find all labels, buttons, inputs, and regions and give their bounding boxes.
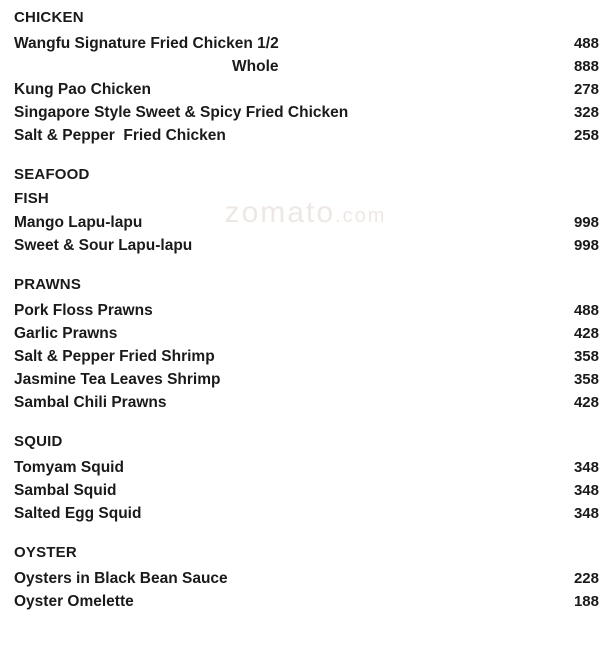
menu-item-price: 428 — [573, 394, 599, 411]
menu-item-name: Salt & Pepper Fried Chicken — [14, 127, 226, 144]
section-spacer — [14, 147, 601, 165]
menu-item-row — [14, 391, 601, 414]
menu-item-row — [14, 55, 601, 78]
menu-item-name: Sambal Squid — [14, 482, 117, 499]
menu-item-name: Salt & Pepper Fried Shrimp — [14, 348, 215, 365]
menu-item-row — [14, 322, 601, 345]
menu-item-name: Sweet & Sour Lapu-lapu — [14, 237, 193, 254]
watermark-text: zomato — [224, 196, 336, 229]
menu-item-row — [14, 590, 601, 613]
menu-item-name: Pork Floss Prawns — [14, 302, 153, 319]
menu-item-row — [14, 567, 601, 590]
menu-item-name: Oysters in Black Bean Sauce — [14, 570, 228, 587]
menu-item-row — [14, 368, 601, 391]
menu-sections — [14, 8, 601, 613]
menu-item-price: 488 — [573, 35, 599, 52]
menu-item-price: 428 — [573, 325, 599, 342]
menu-item-name: Kung Pao Chicken — [14, 81, 151, 98]
section-subheading: FISH — [14, 190, 49, 207]
section-heading: OYSTER — [14, 544, 77, 561]
menu-item-price: 188 — [573, 593, 599, 610]
section-spacer — [14, 525, 601, 543]
section-spacer — [14, 257, 601, 275]
menu-item-price: 348 — [573, 459, 599, 476]
menu-item-row — [14, 299, 601, 322]
menu-item-price: 358 — [573, 371, 599, 388]
section-spacer — [14, 414, 601, 432]
menu-item-name: Garlic Prawns — [14, 325, 118, 342]
menu-item-row — [14, 78, 601, 101]
menu-item-row — [14, 124, 601, 147]
section-heading: SEAFOOD — [14, 166, 90, 183]
menu-item-price: 358 — [573, 348, 599, 365]
watermark-suffix: .com — [335, 205, 387, 227]
menu-item-price: 998 — [573, 237, 599, 254]
menu-item-row — [14, 101, 601, 124]
menu-item-row — [14, 456, 601, 479]
menu-item-price: 348 — [573, 482, 599, 499]
menu-item-price: 328 — [573, 104, 599, 121]
menu-item-price: 888 — [573, 58, 599, 75]
menu-item-price: 348 — [573, 505, 599, 522]
menu-item-row — [14, 234, 601, 257]
section-heading: SQUID — [14, 433, 63, 450]
menu-item-name: Whole — [232, 58, 279, 75]
menu-item-name: Singapore Style Sweet & Spicy Fried Chicken — [14, 104, 349, 121]
menu-item-row — [14, 479, 601, 502]
menu-item-price: 258 — [573, 127, 599, 144]
menu-item-name: Jasmine Tea Leaves Shrimp — [14, 371, 221, 388]
menu-item-name: Sambal Chili Prawns — [14, 394, 167, 411]
menu-item-price: 998 — [573, 214, 599, 231]
menu-item-row — [14, 345, 601, 368]
menu-item-row — [14, 502, 601, 525]
menu-item-name: Mango Lapu-lapu — [14, 214, 143, 231]
section-heading: PRAWNS — [14, 276, 82, 293]
menu-item-row — [14, 32, 601, 55]
menu-item-name: Tomyam Squid — [14, 459, 124, 476]
menu-item-row — [14, 211, 601, 234]
menu-item-name: Salted Egg Squid — [14, 505, 142, 522]
menu-item-name: Oyster Omelette — [14, 593, 134, 610]
menu-item-price: 278 — [573, 81, 599, 98]
menu-item-price: 488 — [573, 302, 599, 319]
section-heading: CHICKEN — [14, 9, 84, 26]
menu-item-price: 228 — [573, 570, 599, 587]
menu-item-name: Wangfu Signature Fried Chicken 1/2 — [14, 35, 279, 52]
